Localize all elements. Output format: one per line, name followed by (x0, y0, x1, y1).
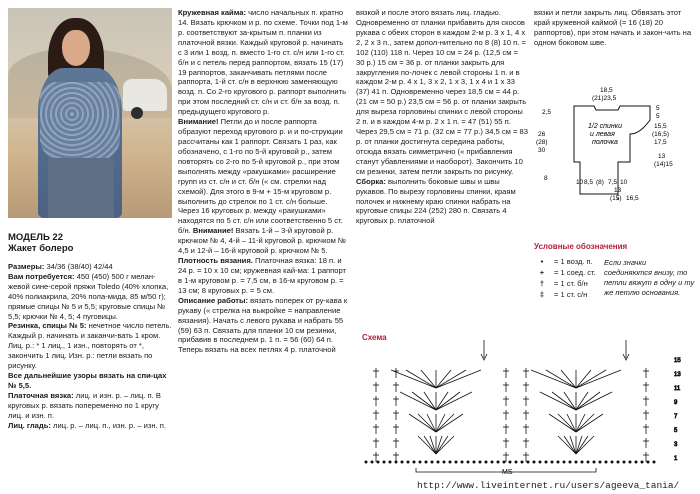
smooth-text: лиц. р. – лиц. п., изн. р. – изн. п. (50, 420, 167, 430)
scheme-dot (587, 461, 589, 463)
measure-top-a: 18,5 (600, 87, 613, 94)
further-text: Все дальнейшие узоры вязать на спи-цах № 5,5. (8, 370, 167, 390)
scheme-dot (389, 461, 391, 463)
scheme-dot (617, 461, 619, 463)
measure-bottom-f: 13 (614, 187, 622, 194)
scheme-fan-stitch (436, 370, 466, 388)
sizes-para (8, 262, 174, 272)
lace-label: Кружевная кайма: (178, 8, 246, 17)
density-label: Плотность вязания. (178, 256, 253, 266)
legend-symbol: • (540, 257, 544, 266)
left-text-block (8, 232, 174, 430)
assembly-text: выполнить боковые швы и швы рукавов. По вырезу горловины спинки, краям полочек и нижнему краю спинки набрать на круговые спицы 224 (252) 280 п. Связать 4 круговых р. платочной (356, 176, 516, 226)
scheme-dot (491, 461, 493, 463)
scheme-fan-stitch (436, 370, 481, 388)
scheme-fan-stitch (549, 414, 576, 432)
scheme-fan-stitch (564, 436, 576, 454)
scheme-fan-stitch (576, 392, 600, 410)
photo-bolero (40, 82, 120, 162)
measure-bottom-d: 7,5 (608, 179, 618, 186)
legend-note: Если значки соединяются внизу, то петли вяжут в одну и ту же петлю основания. (604, 258, 695, 297)
scheme-fan-stitch (436, 414, 463, 432)
legend-label: = 1 ст. б/н (554, 279, 588, 288)
scheme-fan-stitch (400, 392, 436, 410)
measure-bottom-h: 16,5 (626, 195, 639, 202)
assembly-label: Сборка: (356, 176, 386, 186)
density-text: Платочная вязка: 18 п. и 24 р. = 10 х 10 см; кружевная кай-ма: 1 раппорт в 1-м круговом р. = 7,5 см, в 16-м круговом р. = 13 см; 8 круговых р. = 5 см. (178, 256, 347, 295)
scheme-fan-stitch (436, 392, 472, 410)
piece-label-1: 1/2 спинки (588, 123, 622, 130)
scheme-dot (605, 461, 607, 463)
scheme-fan-stitch (436, 436, 448, 454)
scheme-dot (413, 461, 415, 463)
right-intro-text: вязки и петли закрыть лиц. Обвязать этот край кружевной каймой (= 16 (18) 20 раппортов), при этом начать и закон-чить на одном боковом шве. (534, 8, 692, 47)
measure-left-d: 30 (538, 147, 546, 154)
measure-bottom-b: 8,5 (584, 179, 594, 186)
scheme-dot (467, 461, 469, 463)
scheme-dot (581, 461, 583, 463)
text-column-2 (356, 8, 528, 226)
source-watermark: http://www.liveinternet.ru/users/ageeva_tania/ (417, 480, 680, 491)
scheme-dot (635, 461, 637, 463)
rib-para (8, 321, 174, 371)
scheme-dot (569, 461, 571, 463)
scheme-fan-stitch (558, 414, 576, 432)
scheme-dot (371, 461, 373, 463)
materials-para (8, 272, 174, 322)
scheme-dot (551, 461, 553, 463)
scheme-ms-label: MS (502, 469, 513, 476)
scheme-fan-stitch (406, 370, 436, 388)
scheme-fan-stitch (576, 392, 612, 410)
measure-right-g: (14)15 (654, 161, 673, 168)
photo-face (62, 30, 90, 66)
legend-symbol: + (539, 268, 545, 277)
scheme-fan-stitch (546, 370, 576, 388)
materials-label: Вам потребуется: (8, 271, 75, 281)
lace-para (178, 8, 348, 117)
work-para (178, 296, 348, 356)
measure-bottom-g: (15) (610, 195, 622, 202)
scheme-dot (545, 461, 547, 463)
scheme-dot (629, 461, 631, 463)
scheme-dot (509, 461, 511, 463)
materials-text: 450 (450) 500 г мелан-жевой сине-серой пряжи Toledo (40% хлопка, 40% полиакрила, 20% пола-мида, 85 м/50 г); прямые спицы № 5 и 5,5; круговые спицы № 5,5; крючки № 4, 5; 4 пуговицы. (8, 271, 169, 321)
legend-label: = 1 соед. ст. (554, 268, 596, 277)
scheme-fan-stitch (576, 370, 621, 388)
col2-text1: вязкой и после этого вязать лиц. гладью. Одновременно от планки прибавить для скосов рукава с обеих сторон в каждом 2-м р. 3 х 1, 4 х 2, 2 х 3 п., затем допол-нительно по 8 (8) 10 п. = 102 (110) 118 п. Через 10 см = 24 р. (12,5 см = 30 р.) 15 см = 36 р. от планки закрыть для закругления по-лочек с левой стороны 1 п. и в каждом 2-м р. 4 х 1, 3 х 2, 1 х 3, 1 х 4 и 1 х 33 (37) 41 п. Одновременно через 18,5 см = 44 р. (21 см = 50 р.) 23,5 см = 56 р. от планки закрыть для выреза горловины спинки с левой стороны 2 п. и в каждом 4-м р. 2 х 1 п. = 47 (51) 55 п. Через 29,5 см = 71 р. (32 см = 77 р.) 34,5 см = 83 р. от планки достигнута середина работы, отсюда вязать симметрично (« прибавления станут убавлениями и наоборот). Закончить 10 см резинки, затем петли закрыть по рисунку. (356, 8, 529, 176)
legend-symbol: ‡ (539, 290, 545, 299)
lace-text: число начальных п. кратно 14. Вязать крючком и р. по схеме. Точки под 1-м р. соответствуют за-крытым п. планки из платочной вязки. Каждый круговой р. начинать с 3 или 1 возд. п. вместо 1-го ст. с/н или 1-го ст. б/н и с петель перед раппортом, вязать 15 (17) 19 раппортов, заканчивать петлями после раппорта, 1-й ст. с/н в верхнюю заменяющую возд. п. Со 2-го кругового р. раппорт выполнить при этом последний ст. с/н и ст. б/н за возд. п. предыдущего кругового р. (178, 8, 348, 117)
scheme-title: Схема (362, 333, 387, 342)
measure-left-e: 8 (544, 175, 548, 182)
scheme-fan-stitch (436, 392, 460, 410)
scheme-dot (449, 461, 451, 463)
scheme-dot (479, 461, 481, 463)
photo-jeans (48, 158, 114, 218)
measure-left-c: (28) (536, 139, 548, 146)
scheme-row-number: 11 (674, 386, 681, 392)
scheme-dot (407, 461, 409, 463)
plain-para (8, 391, 174, 421)
scheme-dot (539, 461, 541, 463)
scheme-dot (521, 461, 523, 463)
scheme-dot (401, 461, 403, 463)
scheme-dot (623, 461, 625, 463)
piece-label-3: полочка (592, 139, 618, 146)
attention2-label: Внимание! (192, 226, 234, 236)
measure-right-c: 15,5 (654, 123, 667, 130)
scheme-fan-stitch (436, 414, 454, 432)
scheme-dot (641, 461, 643, 463)
legend-label: = 1 возд. п. (554, 257, 593, 266)
pattern-diagram (534, 84, 694, 204)
rib-label: Резинка, спицы № 5: (8, 321, 87, 331)
scheme-fan-stitch (576, 414, 603, 432)
smooth-label: Лиц. гладь: (8, 420, 51, 430)
measure-right-b: 5 (656, 113, 660, 120)
scheme-fan-stitch (424, 436, 436, 454)
scheme-fan-stitch (540, 392, 576, 410)
scheme-dot (383, 461, 385, 463)
measure-bottom-a: 10 (576, 179, 584, 186)
scheme-fan-stitch (576, 436, 588, 454)
text-column-1 (178, 8, 348, 355)
scheme-dot (437, 461, 439, 463)
scheme-dot (653, 461, 655, 463)
work-text: вязать поперек от ру-кава к рукаву (« стрелка на выкройке = направление вязания). Начать с левого рукава и набрать 55 (59) 63 п. Связать для планки 10 см резинки, прибавив в последнем р. 1 п. = 56 (60) 64 п. Теперь вязать на всех петлях 4 р. платочной (178, 295, 348, 355)
scheme-dot (443, 461, 445, 463)
measure-left-b: 26 (538, 131, 546, 138)
scheme-row-number: 5 (674, 428, 678, 434)
measure-right-d: (16,5) (652, 131, 669, 138)
scheme-dot (461, 461, 463, 463)
model-name: Жакет болеро (8, 243, 74, 254)
rib-text: нечетное число петель. Каждый р. начинать и заканчи-вать 1 кром. Лиц. р.: * 1 лиц., 1 изн., повторять от *, закончить 1 лиц. Изн. р.: петли вязать по рисунку. (8, 321, 172, 371)
scheme-dot (563, 461, 565, 463)
scheme-dot (503, 461, 505, 463)
measure-left-a: 2,5 (542, 109, 552, 116)
crochet-scheme (356, 338, 696, 478)
scheme-dot (575, 461, 577, 463)
scheme-fan-stitch (418, 414, 436, 432)
scheme-row-number: 1 (674, 456, 678, 462)
scheme-row-number: 9 (674, 400, 678, 406)
scheme-dot (473, 461, 475, 463)
measure-right-e: 17,5 (654, 139, 667, 146)
scheme-row-number: 15 (674, 358, 681, 364)
photo-car (122, 78, 168, 112)
model-number: МОДЕЛЬ 22 (8, 232, 63, 243)
scheme-row-number: 13 (674, 372, 681, 378)
plain-label: Платочная вязка: (8, 390, 74, 400)
scheme-dot (485, 461, 487, 463)
further-para (8, 371, 174, 391)
measure-right-a: 5 (656, 105, 660, 112)
scheme-row-number: 3 (674, 442, 678, 448)
scheme-dot (599, 461, 601, 463)
piece-label-2: и левая (590, 131, 615, 138)
model-photo (8, 8, 172, 218)
measure-bottom-c: (8) (596, 179, 604, 186)
scheme-fan-stitch (409, 414, 436, 432)
scheme-dot (647, 461, 649, 463)
scheme-fan-stitch (576, 370, 606, 388)
legend-label: = 1 ст. с/н (554, 290, 588, 299)
plain-text: лиц. и изн. р. – лиц. п. В круговых р. вязать попеременно по 1 кругу лиц. и изн. п. (8, 390, 161, 420)
scheme-dot (431, 461, 433, 463)
assembly-para (356, 177, 528, 227)
sizes-value: 34/36 (38/40) 42/44 (44, 262, 113, 271)
attention1-para (178, 117, 348, 256)
scheme-row-number: 7 (674, 414, 678, 420)
smooth-para (8, 421, 174, 431)
scheme-dot (593, 461, 595, 463)
scheme-fan-stitch (552, 392, 576, 410)
scheme-fan-stitch (531, 370, 576, 388)
work-label: Описание работы: (178, 295, 249, 305)
scheme-dot (557, 461, 559, 463)
scheme-fan-stitch (576, 414, 594, 432)
attention2-text: Вязать 1-й – 3-й круговой р. крючком № 4, 4-й – 11-й круговой р. крючком № 4,5 и 12-й – 16-й круговой р. крючком № 5. (178, 226, 347, 256)
legend-title: Условные обозначения (534, 242, 628, 251)
scheme-dot (365, 461, 367, 463)
scheme-dot (611, 461, 613, 463)
attention1-label: Внимание! (178, 117, 219, 127)
scheme-dot (515, 461, 517, 463)
legend-symbol: † (539, 279, 545, 288)
measure-bottom-e: 10 (620, 179, 628, 186)
measure-right-f: 13 (658, 153, 666, 160)
scheme-dot (377, 461, 379, 463)
sizes-label: Размеры: (8, 262, 45, 271)
scheme-dot (419, 461, 421, 463)
attention1-text: Петли до и после раппорта образуют переход кругового р. и и по-струкции рассчитаны как 1 раппорт. Связать 1 раз, как обозначено, с 1-го по 5-й круговой р., затем повторять со 2-го по 5-й круговой р., при этом выполнять между «ракушками» расширение групп из ст. с/н и ст. б/н (« см. стрелки над схемой). Для этого в 9-м + 15-м круговом р. выполнить до стрелок по 1 ст. с/н больше. Через 16 круговых р. между «ракушками» находятся по 5 ст. с/н или соответственно 5 ст. б/н. (178, 117, 343, 236)
density-para (178, 256, 348, 296)
scheme-dot (425, 461, 427, 463)
scheme-dot (497, 461, 499, 463)
scheme-dot (533, 461, 535, 463)
scheme-dot (455, 461, 457, 463)
scheme-dot (527, 461, 529, 463)
scheme-fan-stitch (412, 392, 436, 410)
measure-top-b: (21)23,5 (592, 95, 617, 102)
